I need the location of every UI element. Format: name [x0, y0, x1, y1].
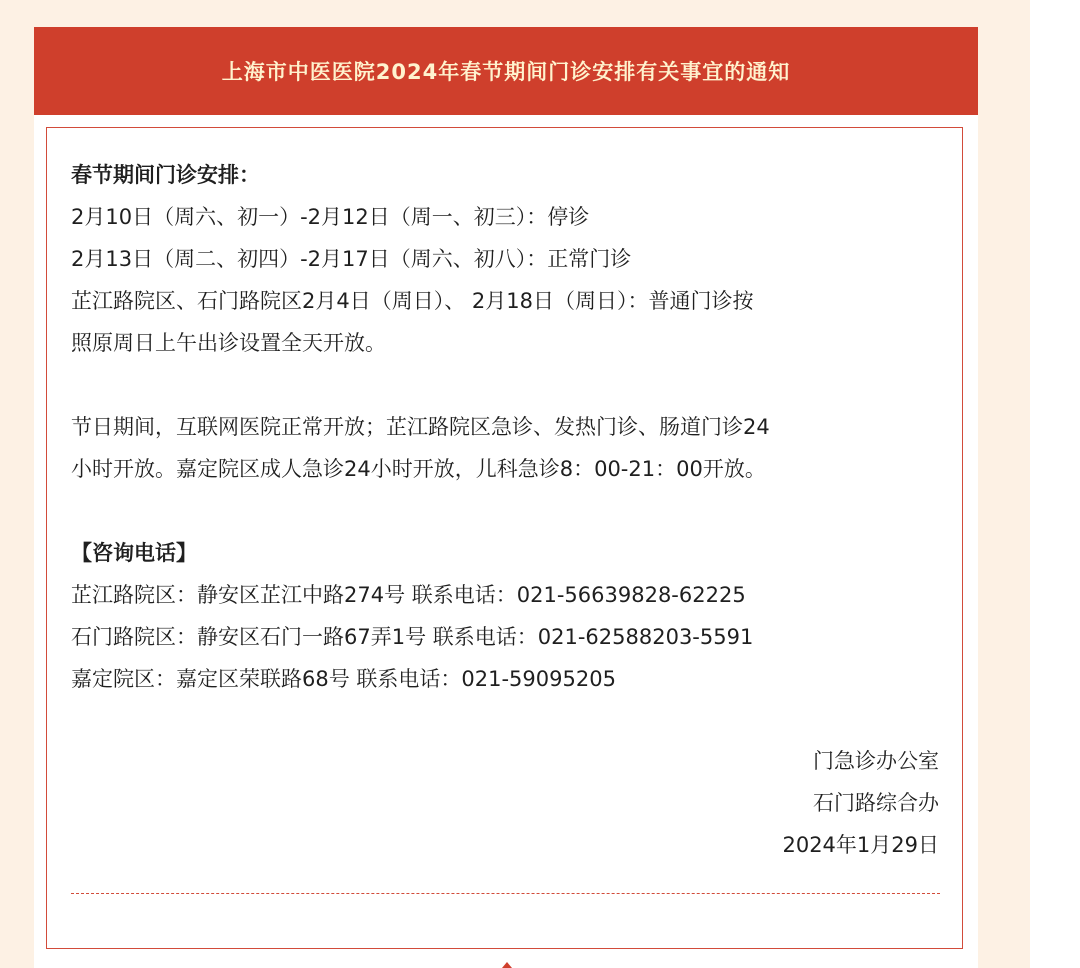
signature-office: 门急诊办公室 [813, 749, 939, 773]
notice-body [71, 154, 951, 700]
signature-date: 2024年1月29日 [782, 833, 939, 857]
title-bar [34, 27, 978, 115]
paragraph-spacer [71, 364, 951, 406]
signature-block [782, 740, 939, 866]
schedule-line: 芷江路院区、石门路院区2月4日（周日）、 2月18日（周日）：普通门诊按 [71, 289, 754, 313]
holiday-line: 小时开放。嘉定院区成人急诊24小时开放，儿科急诊8：00-21：00开放。 [71, 457, 766, 481]
signature-branch: 石门路综合办 [813, 791, 939, 815]
schedule-heading: 春节期间门诊安排： [71, 163, 260, 187]
holiday-line: 节日期间，互联网医院正常开放；芷江路院区急诊、发热门诊、肠道门诊24 [71, 415, 770, 439]
schedule-line: 2月13日（周二、初四）-2月17日（周六、初八）：正常门诊 [71, 247, 632, 271]
notice-card [34, 27, 978, 968]
schedule-line: 2月10日（周六、初一）-2月12日（周一、初三）：停诊 [71, 205, 590, 229]
notice-title: 上海市中医医院2024年春节期间门诊安排有关事宜的通知 [221, 60, 791, 84]
paragraph-spacer [71, 490, 951, 532]
contact-line: 嘉定院区：嘉定区荣联路68号 联系电话：021-59095205 [71, 667, 616, 691]
contact-heading: 【咨询电话】 [71, 541, 197, 565]
contact-line: 石门路院区：静安区石门一路67弄1号 联系电话：021-62588203-5591 [71, 625, 754, 649]
triangle-marker-icon [502, 962, 512, 968]
contact-line: 芷江路院区：静安区芷江中路274号 联系电话：021-56639828-62225 [71, 583, 746, 607]
schedule-line: 照原周日上午出诊设置全天开放。 [71, 331, 386, 355]
dashed-divider [71, 893, 940, 894]
